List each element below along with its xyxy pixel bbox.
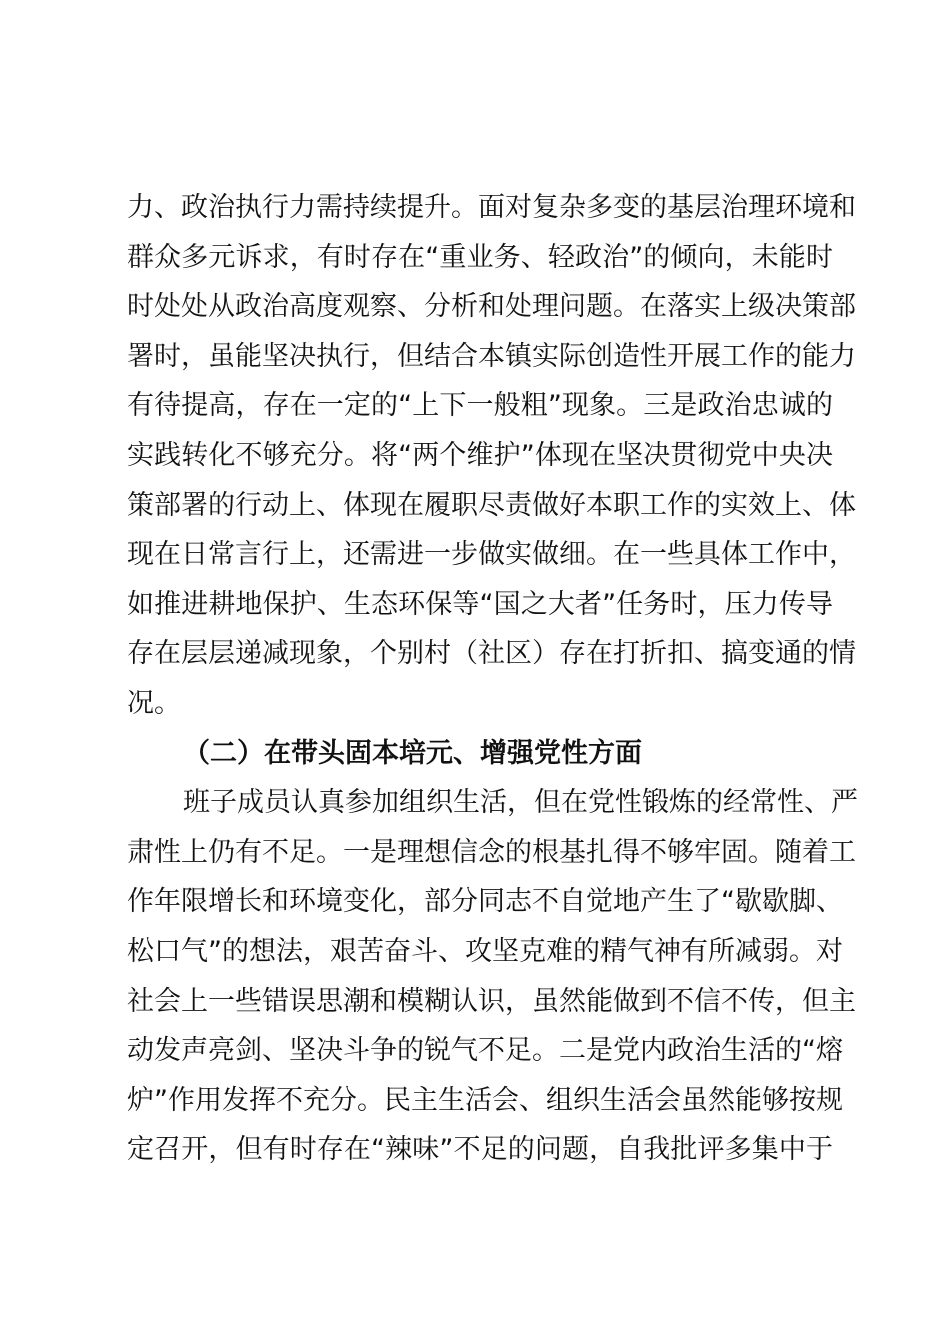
text-line: 署时，虽能坚决执行，但结合本镇实际创造性开展工作的能力: [127, 340, 856, 372]
text-line: 群众多元诉求，有时存在“重业务、轻政治”的倾向，未能时: [127, 241, 833, 273]
text-line: 存在层层递减现象，个别村（社区）存在打折扣、搞变通的情: [127, 638, 856, 670]
text-line: 况。: [127, 687, 181, 719]
section-heading: （二）在带头固本培元、增强党性方面: [183, 737, 642, 769]
text-line: 定召开，但有时存在“辣味”不足的问题，自我批评多集中于: [127, 1134, 833, 1166]
text-line: 有待提高，存在一定的“上下一般粗”现象。三是政治忠诚的: [127, 390, 833, 422]
paragraph-1: [127, 183, 856, 729]
text-line: 现在日常言行上，还需进一步做实做细。在一些具体工作中，: [127, 539, 856, 571]
text-line: 炉”作用发挥不充分。民主生活会、组织生活会虽然能够按规: [127, 1084, 843, 1116]
text-line: 班子成员认真参加组织生活，但在党性锻炼的经常性、严: [183, 787, 858, 819]
text-line: 实践转化不够充分。将“两个维护”体现在坚决贯彻党中央决: [127, 439, 833, 471]
paragraph-2: [127, 778, 858, 1175]
text-line: 如推进耕地保护、生态环保等“国之大者”任务时，压力传导: [127, 588, 833, 620]
document-page: [127, 183, 858, 1175]
text-line: 动发声亮剑、坚决斗争的锐气不足。二是党内政治生活的“熔: [127, 1035, 843, 1067]
text-line: 力、政治执行力需持续提升。面对复杂多变的基层治理环境和: [127, 192, 856, 223]
text-line: 策部署的行动上、体现在履职尽责做好本职工作的实效上、体: [127, 489, 856, 521]
text-line: 松口气”的想法，艰苦奋斗、攻坚克难的精气神有所减弱。对: [127, 935, 843, 967]
text-line: 时处处从政治高度观察、分析和处理问题。在落实上级决策部: [127, 291, 856, 323]
text-line: 社会上一些错误思潮和模糊认识，虽然能做到不信不传，但主: [127, 985, 856, 1017]
text-line: 肃性上仍有不足。一是理想信念的根基扎得不够牢固。随着工: [127, 836, 856, 868]
text-line: 作年限增长和环境变化，部分同志不自觉地产生了“歇歇脚、: [127, 886, 843, 918]
